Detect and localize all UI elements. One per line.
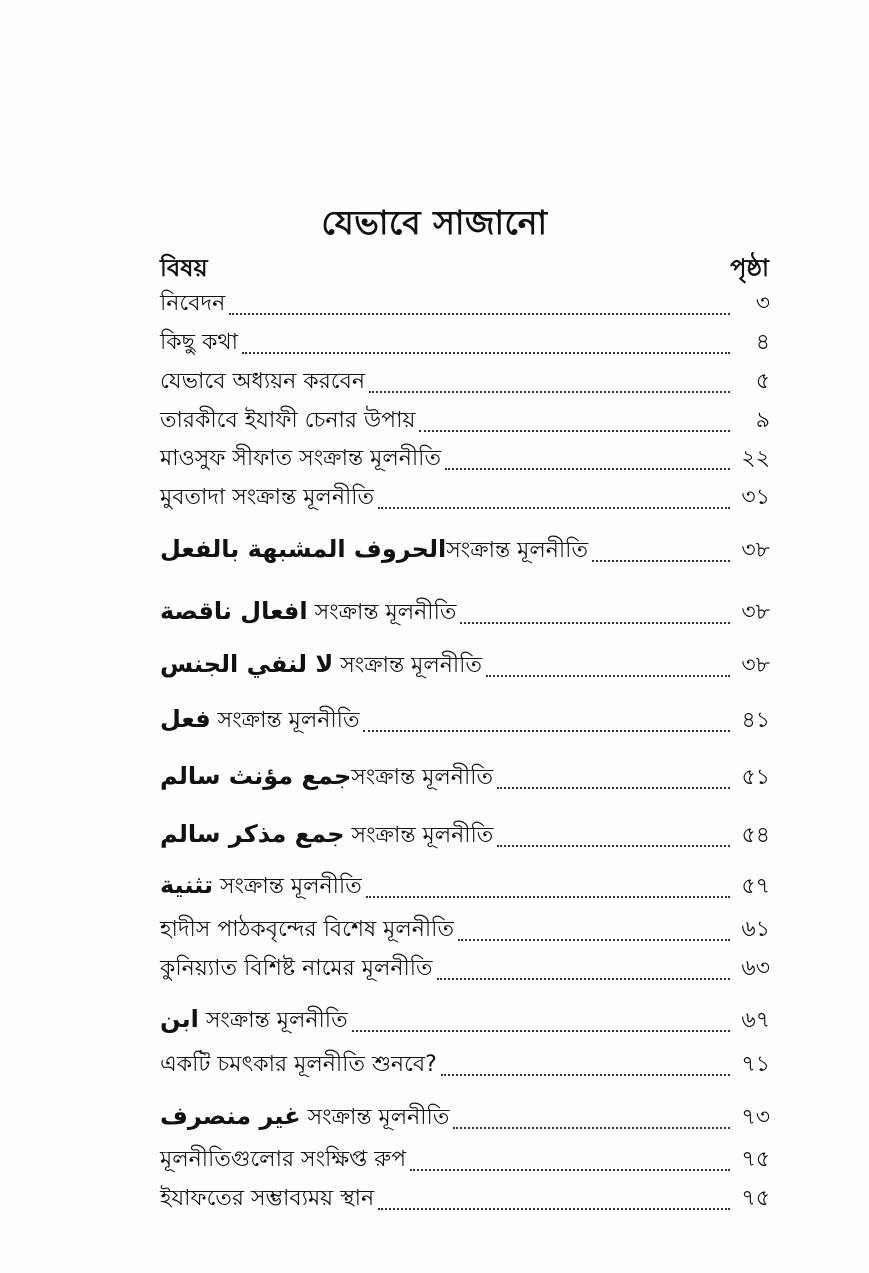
leader-dots [363, 730, 730, 732]
toc-entry [160, 400, 770, 438]
leader-dots [366, 896, 730, 898]
leader-dots [460, 622, 730, 624]
leader-dots [453, 1127, 730, 1129]
toc-entry-title: তারকীবে ইযাফী চেনার উপায় [160, 408, 416, 433]
toc-entry-page: ৩৮ [741, 653, 770, 678]
leader-dots [445, 468, 730, 470]
toc-entry-title: নিবেদন [160, 291, 226, 316]
toc-entry [160, 757, 770, 795]
toc-entry [160, 700, 770, 738]
toc-entry-page: ৪ [755, 330, 770, 355]
toc-entry-title: মুবতাদা সংক্রান্ত মূলনীতি [160, 485, 375, 510]
toc-entry-page: ৬৩ [741, 956, 770, 981]
toc-entry-page: ৩৮ [741, 600, 770, 625]
toc-entry-arabic-term: الحروف المشبهة بالفعل [160, 535, 447, 563]
toc-entry-arabic-term: غير منصرف [160, 1102, 301, 1130]
toc-entry-arabic-term: جمع مذكر سالم [160, 820, 345, 848]
leader-dots [229, 313, 730, 315]
toc-entry [160, 592, 770, 630]
toc-entry-title: মাওসুফ সীফাত সংক্রান্ত মূলনীতি [160, 446, 441, 471]
toc-entry-title: افعال ناقصة সংক্রান্ত মূলনীতি [160, 597, 457, 625]
toc-entry-title: جمع مؤنث سالمসংক্রান্ত মূলনীতি [160, 762, 494, 790]
leader-dots [497, 787, 730, 789]
toc-entry [160, 866, 770, 904]
leader-dots [378, 1208, 730, 1210]
toc-entry [160, 909, 770, 947]
leader-dots [437, 978, 730, 980]
leader-dots [369, 391, 730, 393]
toc-entry-page: ৩১ [741, 485, 770, 510]
toc-entry-title: تثنية সংক্রান্ত মূলনীতি [160, 871, 362, 899]
leader-dots [441, 1074, 730, 1076]
toc-entry-page: ৩ [755, 291, 770, 316]
toc-entry-title: غير منصرف সংক্রান্ত মূলনীতি [160, 1102, 450, 1130]
toc-entry-title: الحروف المشبهة بالفعلসংক্রান্ত মূলনীতি [160, 535, 588, 563]
toc-entry [160, 438, 770, 476]
toc-entry-page: ৫৪ [741, 823, 770, 848]
toc-entry [160, 815, 770, 853]
toc-entry-page: ৫ [755, 369, 770, 394]
leader-dots [242, 352, 730, 354]
toc-entry-title: ইযাফতের সম্ভাব্যময় স্থান [160, 1186, 375, 1211]
toc-entry-page: ৭৫ [741, 1186, 770, 1211]
toc-entry-title: جمع مذكر سالم সংক্রান্ত মূলনীতি [160, 820, 494, 848]
toc-entry-page: ৪১ [741, 708, 770, 733]
toc-entry-arabic-term: فعل [160, 705, 211, 733]
toc-entry [160, 477, 770, 515]
toc-entry-page: ৩৮ [741, 538, 770, 563]
toc-entry-title: একটি চমৎকার মূলনীতি শুনবে? [160, 1052, 437, 1077]
toc-entry-arabic-term: تثنية [160, 871, 213, 899]
toc-entry-page: ৬১ [741, 917, 770, 942]
toc-entry-arabic-term: ابن [160, 1005, 199, 1033]
toc-entry-page: ৫৭ [741, 874, 770, 899]
toc-entry-page: ৭১ [741, 1052, 770, 1077]
toc-entry-page: ২২ [741, 446, 770, 471]
toc-entry [160, 361, 770, 399]
toc-entry [160, 1097, 770, 1135]
leader-dots [378, 507, 730, 509]
toc-entry [160, 1044, 770, 1082]
toc-entry [160, 1178, 770, 1216]
toc-entry [160, 530, 770, 568]
toc-entry-title: যেভাবে অধ্যয়ন করবেন [160, 369, 366, 394]
toc-entry-page: ৭৩ [741, 1105, 770, 1130]
toc-entry-title: ابن সংক্রান্ত মূলনীতি [160, 1005, 348, 1033]
toc-entry-arabic-term: افعال ناقصة [160, 597, 308, 625]
leader-dots [410, 1169, 730, 1171]
toc-entry [160, 645, 770, 683]
leader-dots [497, 845, 730, 847]
leader-dots [352, 1030, 730, 1032]
toc-entry-page: ৭৫ [741, 1147, 770, 1172]
toc-entry-page: ৯ [755, 408, 770, 433]
toc-entry [160, 948, 770, 986]
toc-entry-title: لا لنفي الجنس সংক্রান্ত মূলনীতি [160, 650, 482, 678]
toc-entry-page: ৬৭ [741, 1008, 770, 1033]
toc-entry-arabic-term: جمع مؤنث سالم [160, 762, 352, 790]
toc-entry-page: ৫১ [741, 765, 770, 790]
leader-dots [419, 430, 730, 432]
toc-entry [160, 322, 770, 360]
leader-dots [592, 560, 730, 562]
toc-entry-title: কিছু কথা [160, 330, 239, 355]
toc-entry-title: হাদীস পাঠকবৃন্দের বিশেষ মূলনীতি [160, 917, 454, 942]
toc-entry-title: فعل সংক্রান্ত মূলনীতি [160, 705, 360, 733]
leader-dots [486, 675, 730, 677]
toc-entry [160, 1000, 770, 1038]
toc-entry [160, 283, 770, 321]
toc-entry-title: কুনিয়্যাত বিশিষ্ট নামের মূলনীতি [160, 956, 433, 981]
page-column-header: পৃষ্ঠা [730, 254, 769, 282]
toc-entry [160, 1139, 770, 1177]
subject-column-header: বিষয় [160, 254, 208, 282]
toc-entry-arabic-term: لا لنفي الجنس [160, 650, 334, 678]
toc-entry-title: মূলনীতিগুলোর সংক্ষিপ্ত রুপ [160, 1147, 407, 1172]
leader-dots [458, 939, 730, 941]
page-title: যেভাবে সাজানো [321, 203, 548, 242]
